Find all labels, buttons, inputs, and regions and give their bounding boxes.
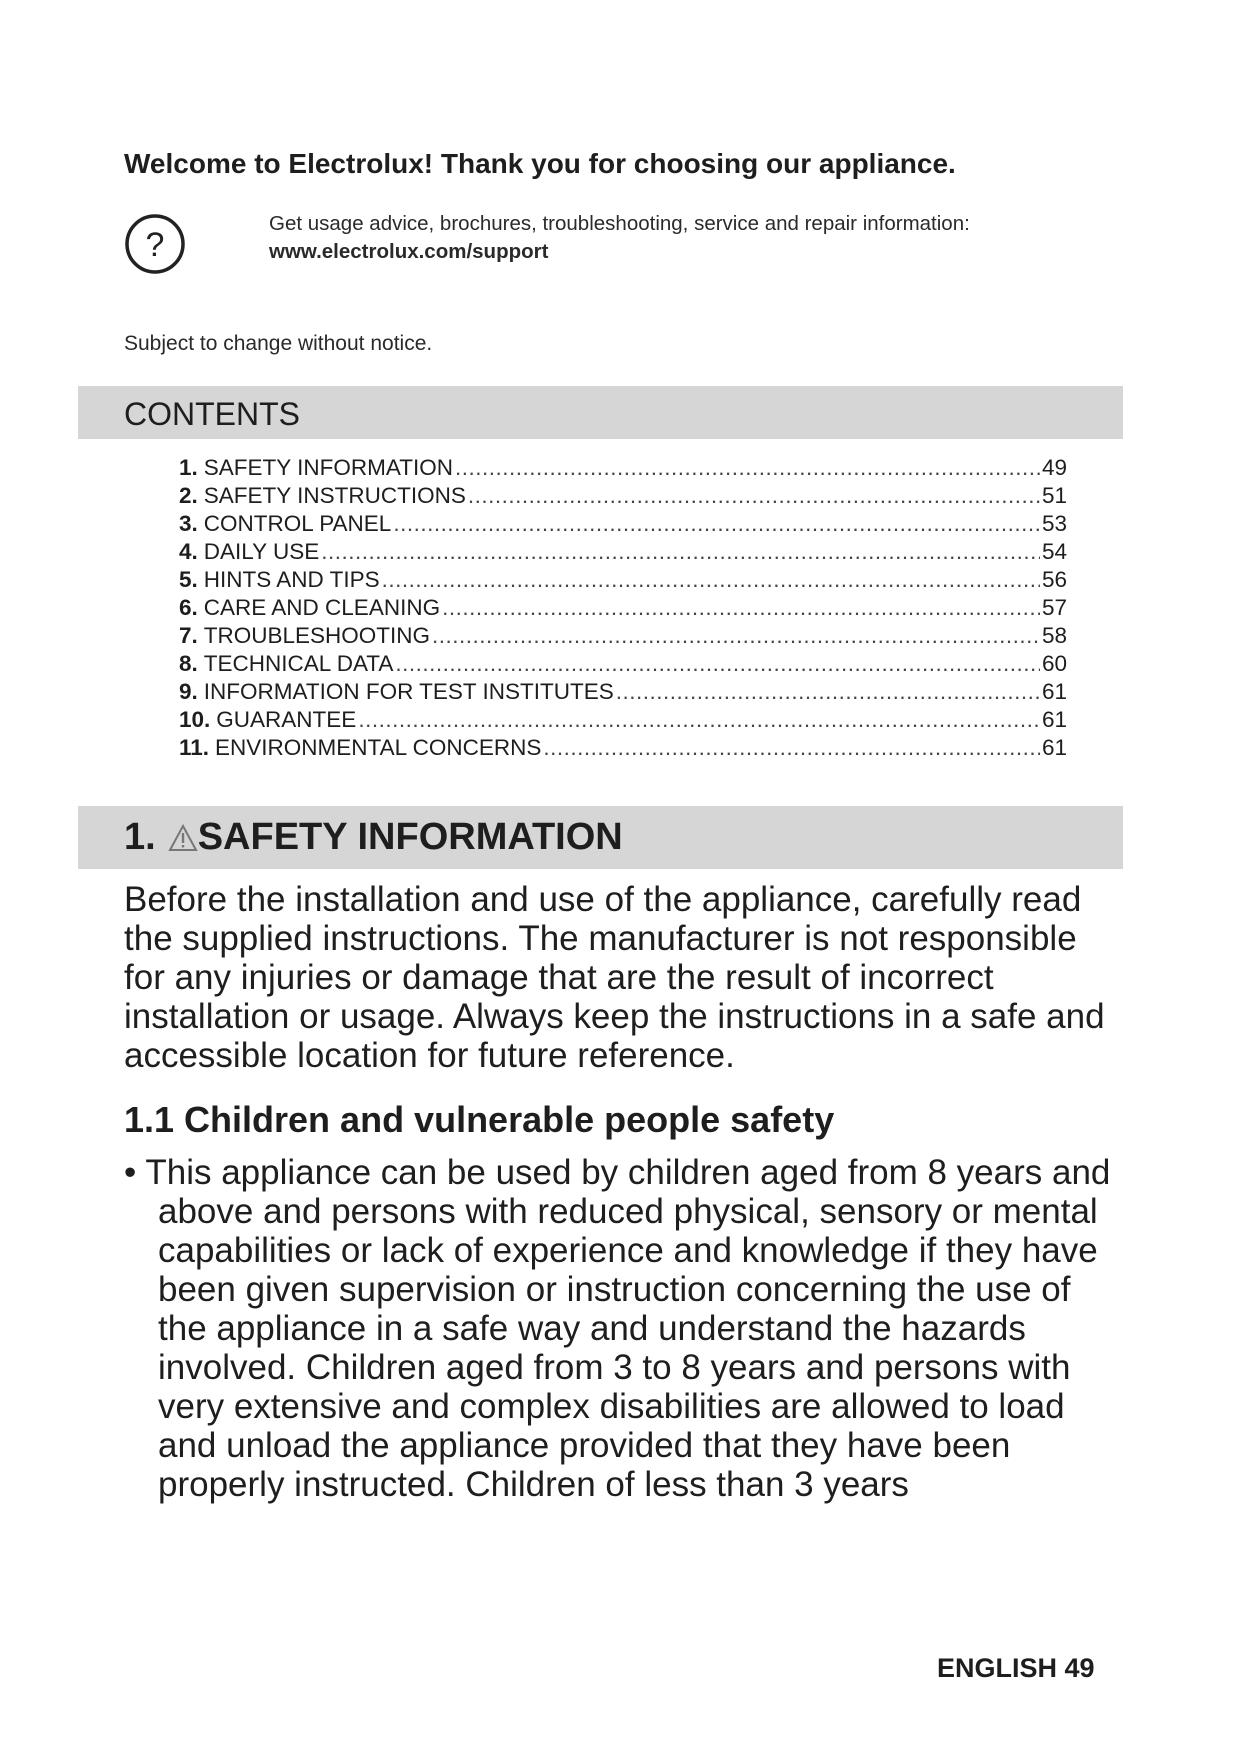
- toc-item-label: GUARANTEE: [216, 707, 357, 732]
- toc-item-number: 11.: [179, 735, 210, 760]
- toc-item[interactable]: [179, 566, 1067, 594]
- toc-item-number: 1.: [179, 455, 198, 480]
- toc-leader-dots: [455, 454, 1040, 482]
- safety-header-band: [78, 806, 1123, 869]
- toc-item-page: 57: [1041, 595, 1067, 620]
- toc-leader-dots: [543, 734, 1040, 762]
- toc-item-page: 61: [1041, 735, 1067, 760]
- toc-item-label: CARE AND CLEANING: [203, 595, 441, 620]
- toc-item-number: 4.: [179, 539, 198, 564]
- support-text: Get usage advice, brochures, troubleshooting, service and repair information:: [269, 212, 970, 235]
- subsection-title: 1.1 Children and vulnerable people safety: [124, 1099, 835, 1140]
- toc-item[interactable]: [179, 538, 1067, 566]
- toc-item[interactable]: [179, 650, 1067, 678]
- toc-item-page: 53: [1041, 511, 1067, 536]
- support-info: [269, 210, 970, 266]
- support-link[interactable]: www.electrolux.com/support: [269, 240, 549, 263]
- toc-item-label: CONTROL PANEL: [203, 511, 392, 536]
- toc-leader-dots: [321, 538, 1040, 566]
- question-circle-icon: [124, 213, 186, 275]
- safety-intro-paragraph: Before the installation and use of the appliance, carefully read the supplied instructions. The manufacturer is not responsible for any injuries or damage that are the result of incorrect installation or usage. Always keep the instructions in a safe and accessible location for future reference.: [124, 880, 1105, 1075]
- toc-item-label: INFORMATION FOR TEST INSTITUTES: [203, 679, 614, 704]
- toc-item-page: 58: [1041, 623, 1067, 648]
- change-notice: Subject to change without notice.: [124, 332, 433, 355]
- toc-item-label: HINTS AND TIPS: [203, 567, 380, 592]
- toc-item-page: 60: [1041, 651, 1067, 676]
- toc-item-page: 61: [1041, 707, 1067, 732]
- toc-leader-dots: [395, 650, 1040, 678]
- toc-item-label: SAFETY INFORMATION: [203, 455, 453, 480]
- toc-item[interactable]: [179, 510, 1067, 538]
- page-footer: [937, 1653, 1095, 1684]
- section-number: 1.: [124, 816, 156, 858]
- toc-leader-dots: [432, 622, 1040, 650]
- toc-item-number: 10.: [179, 707, 211, 732]
- footer-language: ENGLISH: [937, 1653, 1058, 1683]
- contents-title: CONTENTS: [124, 396, 300, 432]
- toc-item-number: 6.: [179, 595, 198, 620]
- toc-leader-dots: [358, 706, 1040, 734]
- toc-leader-dots: [442, 594, 1040, 622]
- welcome-heading: Welcome to Electrolux! Thank you for choosing our appliance.: [124, 148, 956, 179]
- toc-item-page: 51: [1041, 483, 1067, 508]
- footer-page-number: 49: [1064, 1653, 1095, 1683]
- toc-item-label: TROUBLESHOOTING: [203, 623, 431, 648]
- toc-item-page: 61: [1041, 679, 1067, 704]
- table-of-contents: [179, 454, 1067, 762]
- toc-item-page: 49: [1041, 455, 1067, 480]
- bullet-item: • This appliance can be used by children aged from 8 years and above and persons with reduced physical, sensory or mental capabilities or lack of experience and knowledge if they have been given supervision or instruction concerning the use of the appliance in a safe way and understand the hazards involved. Children aged from 3 to 8 years and persons with very extensive and complex disabilities are allowed to load and unload the appliance provided that they have been properly instructed. Children of less than 3 years: [124, 1153, 1111, 1504]
- toc-item[interactable]: [179, 734, 1067, 762]
- toc-leader-dots: [393, 510, 1040, 538]
- contents-header-band: [78, 386, 1123, 439]
- toc-item-number: 9.: [179, 679, 198, 704]
- toc-item-label: SAFETY INSTRUCTIONS: [203, 483, 466, 508]
- toc-item[interactable]: [179, 482, 1067, 510]
- warning-triangle-icon: [168, 824, 198, 852]
- toc-item-number: 3.: [179, 511, 198, 536]
- toc-item-number: 7.: [179, 623, 198, 648]
- safety-section-title: [124, 816, 623, 859]
- toc-item-label: ENVIRONMENTAL CONCERNS: [215, 735, 542, 760]
- toc-item-number: 5.: [179, 567, 198, 592]
- section-title-text: SAFETY INFORMATION: [197, 816, 623, 858]
- toc-leader-dots: [616, 678, 1040, 706]
- toc-item-label: DAILY USE: [203, 539, 320, 564]
- toc-item[interactable]: [179, 622, 1067, 650]
- toc-item[interactable]: [179, 454, 1067, 482]
- toc-item-page: 56: [1041, 567, 1067, 592]
- toc-item[interactable]: [179, 594, 1067, 622]
- toc-leader-dots: [382, 566, 1040, 594]
- toc-item-page: 54: [1041, 539, 1067, 564]
- toc-item-number: 8.: [179, 651, 198, 676]
- svg-text:?: ?: [145, 226, 165, 264]
- toc-item-number: 2.: [179, 483, 198, 508]
- toc-item[interactable]: [179, 706, 1067, 734]
- toc-item-label: TECHNICAL DATA: [203, 651, 394, 676]
- toc-item[interactable]: [179, 678, 1067, 706]
- toc-leader-dots: [468, 482, 1040, 510]
